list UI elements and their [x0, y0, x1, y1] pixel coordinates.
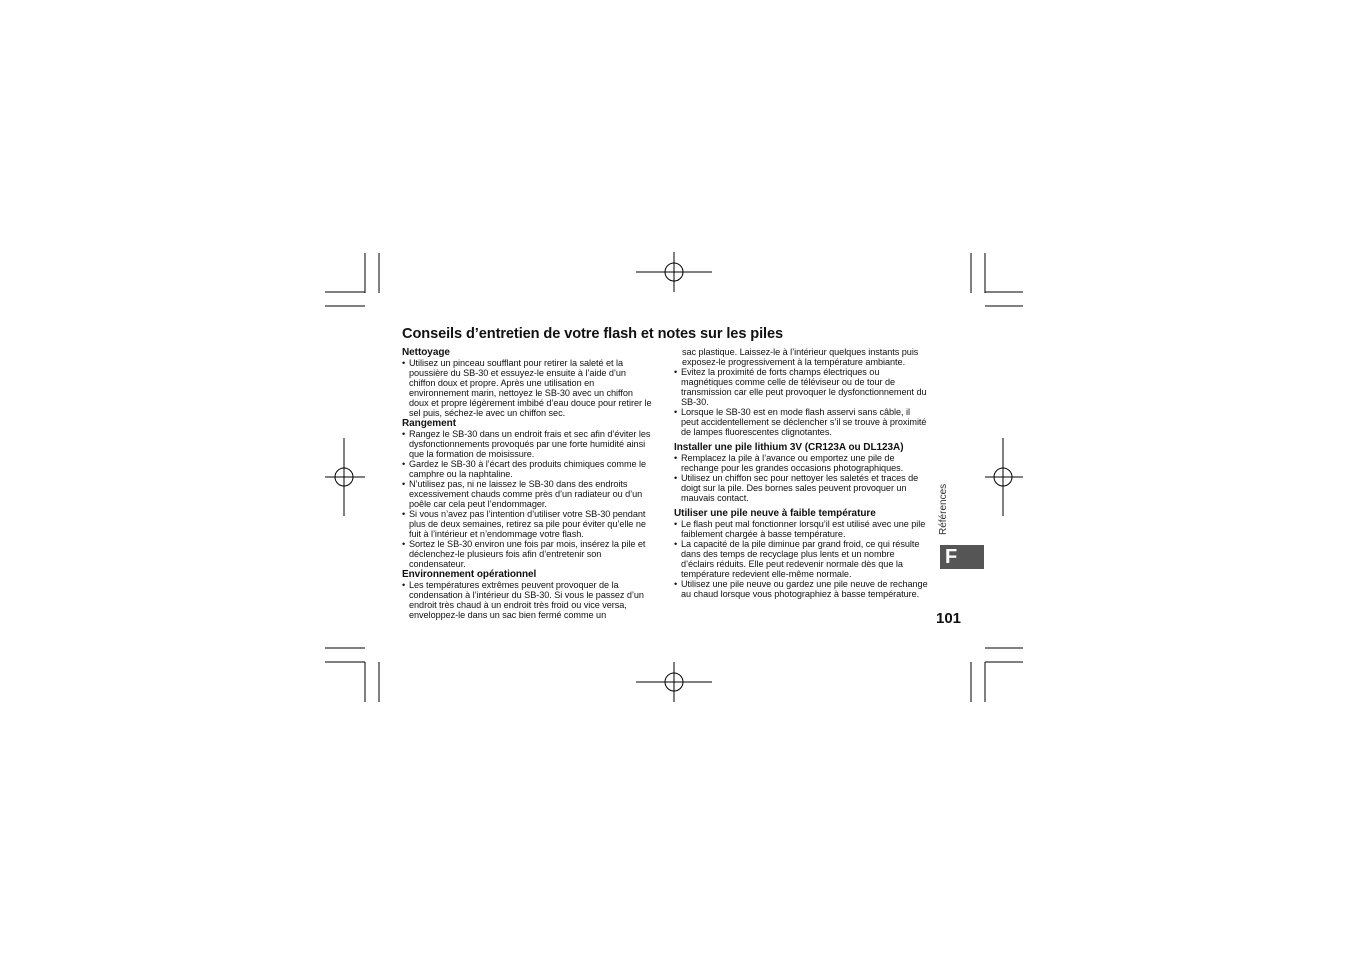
section-heading-rangement: Rangement: [402, 418, 457, 429]
list-item: • N’utilisez pas, ni ne laissez le SB-30 dans des endroits excessivement chauds comme près d’un radiateur ou d’un poêle car cela peut l’endommager.: [402, 479, 654, 509]
section-heading-nettoyage: Nettoyage: [402, 347, 450, 358]
pile-lithium-list: [674, 453, 928, 503]
rangement-list: [402, 429, 654, 569]
list-item: • Rangez le SB-30 dans un endroit frais et sec afin d’éviter les dysfonctionnements provoqués par une forte humidité ainsi que la formation de moisissure.: [402, 429, 654, 459]
nettoyage-list: [402, 358, 654, 418]
list-item: • La capacité de la pile diminue par grand froid, ce qui résulte dans des temps de recyclage plus lents et un nombre d’éclairs réduits. Elle peut redevenir normale dès que la température redevient elle-même normale.: [674, 539, 928, 579]
list-item: • Remplacez la pile à l’avance ou emportez une pile de rechange pour les grandes occasions photographiques.: [674, 453, 928, 473]
page-number: 101: [936, 610, 962, 627]
list-item: • Evitez la proximité de forts champs électriques ou magnétiques comme celle de téléviseur ou de tour de transmission car elle peut provoquer le dysfonctionnement du SB-30.: [674, 367, 928, 407]
list-item: • Utilisez un pinceau soufflant pour retirer la saleté et la poussière du SB-30 et essuyez-le ensuite à l’aide d’un chiffon doux et propre. Après une utilisation en environnement marin, nettoyez le SB-30 avec un chiffon doux et propre légèrement imbibé d’eau douce pour retirer le sel puis, séchez-le avec un chiffon sec.: [402, 358, 654, 418]
language-tab: F: [940, 545, 984, 569]
section-heading-pile-lithium: Installer une pile lithium 3V (CR123A ou DL123A): [674, 442, 904, 453]
section-heading-environnement: Environnement opérationnel: [402, 569, 537, 580]
list-item-continuation: sac plastique. Laissez-le à l’intérieur quelques instants puis exposez-le progressivement à la température ambiante.: [682, 347, 919, 367]
faible-temperature-list: [674, 519, 928, 599]
list-item: • Utilisez un chiffon sec pour nettoyer les saletés et traces de doigt sur la pile. Des bornes sales peuvent provoquer un mauvais contact.: [674, 473, 928, 503]
list-item: • Lorsque le SB-30 est en mode flash asservi sans câble, il peut accidentellement se déclencher s’il se trouve à proximité de lampes fluorescentes clignotantes.: [674, 407, 928, 437]
side-section-label: Références: [938, 483, 949, 535]
list-item: • Gardez le SB-30 à l’écart des produits chimiques comme le camphre ou la naphtaline.: [402, 459, 654, 479]
list-item: • Si vous n’avez pas l’intention d’utiliser votre SB-30 pendant plus de deux semaines, retirez sa pile pour éviter qu’elle ne fuit à l’intérieur et n’endommage votre flash.: [402, 509, 654, 539]
environnement-list-continued: [674, 347, 928, 437]
list-item: • Utilisez une pile neuve ou gardez une pile neuve de rechange au chaud lorsque vous photographiez à basse température.: [674, 579, 928, 599]
list-item: • Les températures extrêmes peuvent provoquer de la condensation à l’intérieur du SB-30. Si vous le passez d’un endroit très chaud à un endroit très froid ou vice versa, enveloppez-le dans un sac bien fermé comme un: [402, 580, 654, 620]
list-item: • Le flash peut mal fonctionner lorsqu’il est utilisé avec une pile faiblement chargée à basse température.: [674, 519, 928, 539]
left-column: [402, 347, 654, 620]
page-title: Conseils d’entretien de votre flash et notes sur les piles: [402, 326, 784, 342]
environnement-list: [402, 580, 654, 620]
list-item: • Sortez le SB-30 environ une fois par mois, insérez la pile et déclenchez-le plusieurs fois afin d’entretenir son condensateur.: [402, 539, 654, 569]
section-heading-faible-temperature: Utiliser une pile neuve à faible température: [674, 508, 876, 519]
right-column: [674, 347, 928, 599]
